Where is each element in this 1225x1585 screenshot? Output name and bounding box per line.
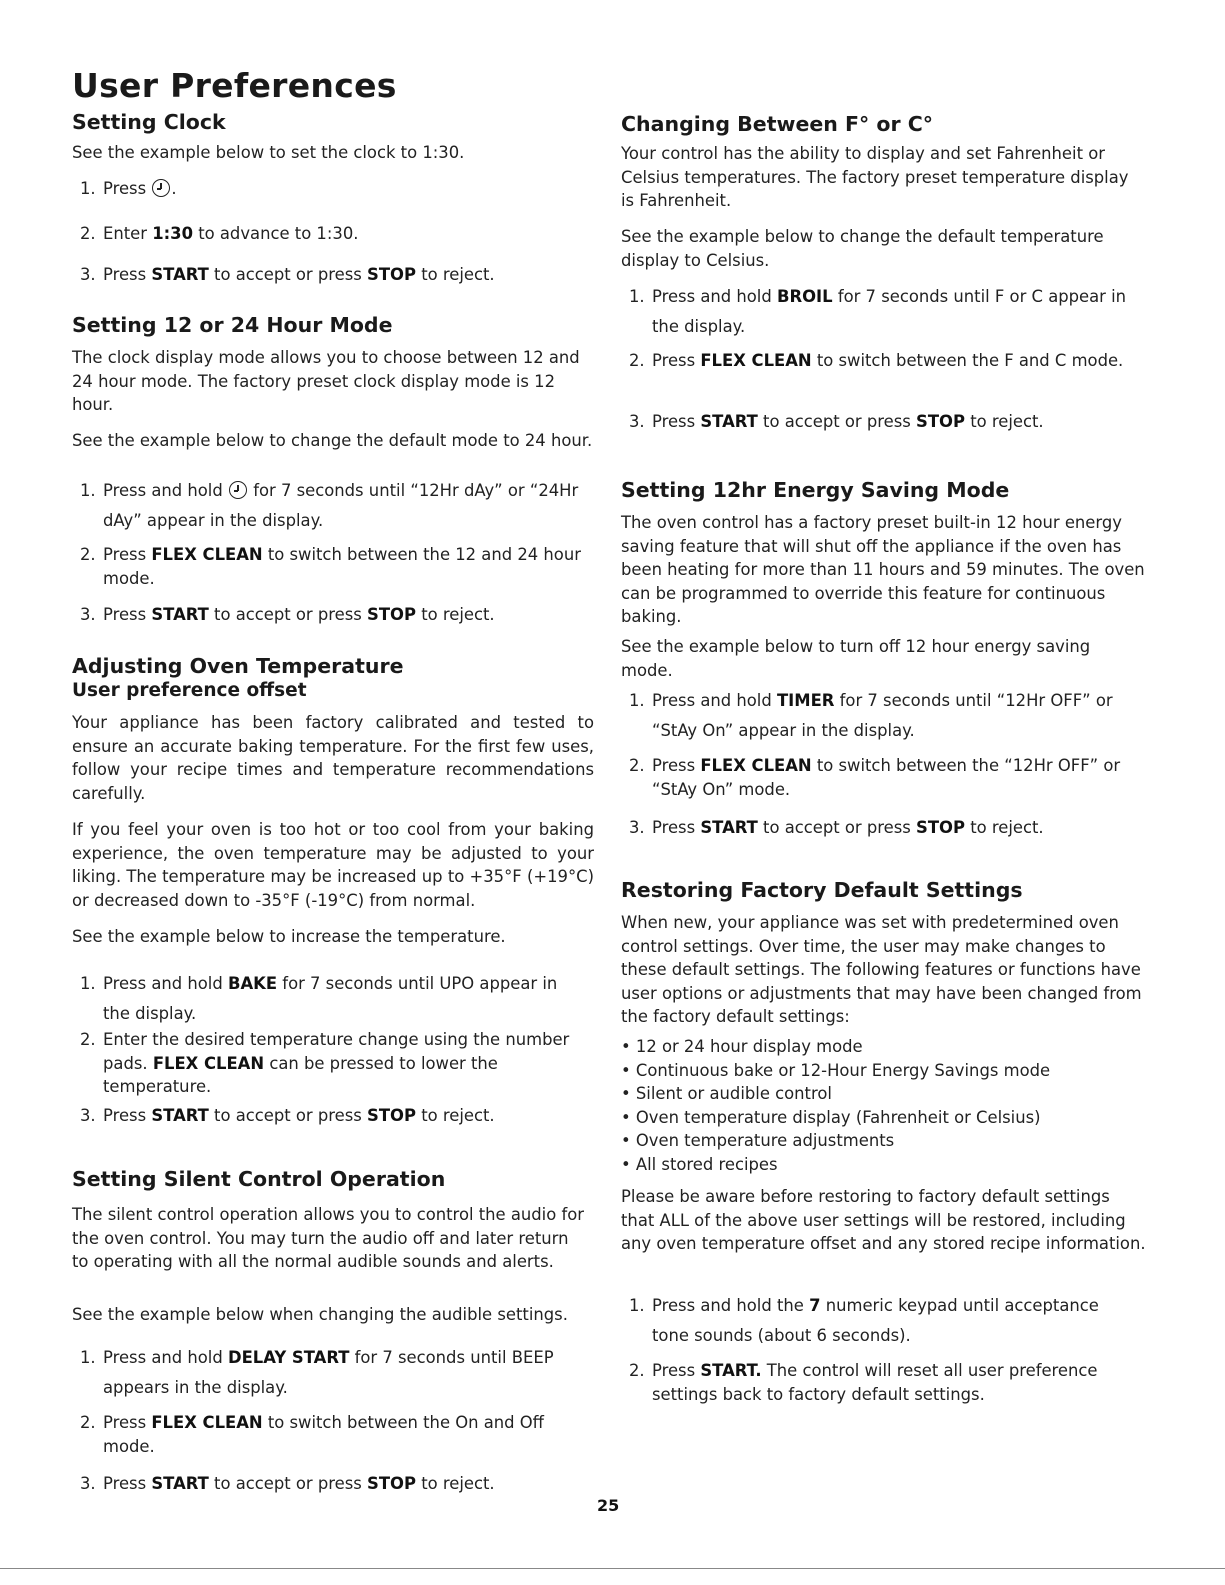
step-text: can be pressed to lower the temperature. [103, 1053, 498, 1097]
subheading-user-preference-offset: User preference offset [72, 680, 307, 701]
mode-step-2 [80, 543, 585, 590]
key-label: DELAY START [228, 1348, 350, 1367]
step-number: 1. [80, 1348, 96, 1367]
key-label: START [151, 605, 209, 624]
clock-step-3 [80, 263, 585, 287]
step-text: to reject. [421, 1474, 495, 1493]
step-text: The control will reset all user preference settings back to factory default settings. [652, 1361, 1098, 1404]
step-text: to accept or press [214, 605, 362, 624]
step-number: 1. [629, 1296, 645, 1315]
temp-step-1 [80, 969, 585, 1029]
step-number: 2. [629, 1361, 645, 1380]
key-label: FLEX CLEAN [700, 756, 812, 775]
temp-paragraph-1: Your appliance has been factory calibrated and tested to ensure an accurate baking temperature. For the first few uses, follow your recipe times and temperature recommendations carefully. [72, 713, 594, 803]
step-text: to accept or press [214, 1474, 362, 1493]
step-text: Press and hold [652, 287, 772, 306]
silent-step-1 [80, 1343, 585, 1403]
mode-step-3 [80, 603, 585, 627]
fc-step-3 [629, 410, 1134, 434]
clock-icon [229, 481, 247, 499]
step-text: Press and hold [103, 1348, 223, 1367]
key-label: START [151, 1474, 209, 1493]
step-text: to reject. [421, 1106, 495, 1125]
step-text: to accept or press [214, 1106, 362, 1125]
restore-paragraph-2: Please be aware before restoring to factory default settings that ALL of the above user settings will be restored, including any oven temperature offset and any stored recipe information. [621, 1187, 1146, 1254]
key-label: STOP [367, 1106, 416, 1125]
step-text: Press [103, 265, 147, 284]
step-text: to switch between the “12Hr OFF” or “StAy On” mode. [652, 756, 1121, 799]
key-label: 1:30 [152, 224, 193, 243]
step-text: Press [652, 1361, 696, 1380]
step-number: 3. [629, 412, 645, 431]
step-text: to switch between the 12 and 24 hour mode. [103, 545, 581, 588]
page-title: User Preferences [72, 66, 397, 105]
step-number: 2. [629, 351, 645, 370]
step-number: 1. [80, 179, 96, 198]
key-label: STOP [916, 818, 965, 837]
step-text: for 7 seconds until BEEP appears in the display. [103, 1348, 554, 1397]
step-text: Press and hold [103, 974, 223, 993]
step-text: for 7 seconds until F or C appear in the display. [652, 287, 1127, 336]
heading-setting-clock: Setting Clock [72, 110, 226, 134]
step-text: Press [103, 1474, 147, 1493]
step-number: 1. [80, 974, 96, 993]
fc-step-1 [629, 282, 1134, 342]
step-text: Press [103, 1413, 147, 1432]
step-text: Press [652, 351, 696, 370]
step-text: . [171, 179, 177, 198]
energy-step-2 [629, 754, 1134, 801]
key-label: FLEX CLEAN [151, 1413, 263, 1432]
silent-paragraph-1: The silent control operation allows you to control the audio for the oven control. You may turn the audio off and later return to operating with all the normal audible sounds and alerts. [72, 1205, 585, 1272]
temp-step-2 [80, 1028, 585, 1099]
list-item: • All stored recipes [621, 1153, 1146, 1177]
step-text: for 7 seconds until “12Hr dAy” or “24Hr dAy” appear in the display. [103, 481, 579, 530]
key-label: STOP [367, 265, 416, 284]
key-label: START. [700, 1361, 762, 1380]
key-label: STOP [916, 412, 965, 431]
step-text: Press [103, 179, 147, 198]
step-text: to reject. [970, 412, 1044, 431]
list-item: • Silent or audible control [621, 1082, 1146, 1106]
step-number: 2. [629, 756, 645, 775]
mode-paragraph-1: The clock display mode allows you to choose between 12 and 24 hour mode. The factory preset clock display mode is 12 hour. [72, 348, 580, 415]
key-label: FLEX CLEAN [152, 1053, 265, 1073]
bottom-divider [0, 1568, 1225, 1569]
key-label: STOP [367, 605, 416, 624]
list-item: • 12 or 24 hour display mode [621, 1035, 1146, 1059]
step-text: Enter [103, 224, 147, 243]
step-number: 3. [80, 605, 96, 624]
step-text: Press and hold [103, 481, 223, 500]
clock-intro: See the example below to set the clock to 1:30. [72, 143, 465, 162]
restore-bullet-list [621, 1035, 1146, 1177]
step-number: 1. [629, 691, 645, 710]
step-text: Press and hold [652, 691, 772, 710]
silent-step-2 [80, 1411, 585, 1458]
step-text: to advance to 1:30. [198, 224, 359, 243]
restore-paragraph-1: When new, your appliance was set with predetermined oven control settings. Over time, the user may make changes to these default settings. The following features or functions have user options or adjustments that may have been changed from the factory default settings: [621, 913, 1142, 1027]
restore-step-2 [629, 1359, 1134, 1406]
step-number: 1. [629, 287, 645, 306]
step-text: Press [103, 545, 147, 564]
step-text: Press [652, 412, 696, 431]
energy-step-1 [629, 686, 1134, 746]
fc-step-2 [629, 349, 1134, 373]
energy-paragraph-2: See the example below to turn off 12 hour energy saving mode. [621, 637, 1091, 680]
step-text: for 7 seconds until “12Hr OFF” or “StAy On” appear in the display. [652, 691, 1113, 740]
key-label: BROIL [777, 287, 833, 306]
key-label: TIMER [777, 691, 835, 710]
step-number: 3. [629, 818, 645, 837]
heading-12-24-mode: Setting 12 or 24 Hour Mode [72, 313, 393, 337]
step-text: to reject. [421, 265, 495, 284]
list-item: • Oven temperature adjustments [621, 1129, 1146, 1153]
step-number: 3. [80, 1474, 96, 1493]
fc-paragraph-2: See the example below to change the default temperature display to Celsius. [621, 227, 1104, 270]
step-number: 3. [80, 265, 96, 284]
key-label: START [151, 265, 209, 284]
step-text: to accept or press [763, 818, 911, 837]
restore-step-1 [629, 1291, 1134, 1351]
step-number: 2. [80, 224, 96, 243]
list-item: • Oven temperature display (Fahrenheit or Celsius) [621, 1106, 1146, 1130]
step-text: to accept or press [214, 265, 362, 284]
step-text: to switch between the On and Off mode. [103, 1413, 544, 1456]
clock-step-1 [80, 177, 585, 201]
step-number: 3. [80, 1106, 96, 1125]
step-text: to reject. [970, 818, 1044, 837]
step-text: for 7 seconds until UPO appear in the display. [103, 974, 558, 1023]
fc-paragraph-1: Your control has the ability to display and set Fahrenheit or Celsius temperatures. The factory preset temperature display is Fahrenheit. [621, 144, 1129, 211]
key-label: START [700, 818, 758, 837]
step-number: 2. [80, 1030, 96, 1049]
step-text: Press and hold the [652, 1296, 804, 1315]
step-text: to accept or press [763, 412, 911, 431]
temp-paragraph-3: See the example below to increase the temperature. [72, 927, 506, 946]
step-text: to switch between the F and C mode. [816, 351, 1124, 370]
heading-adjusting-oven-temperature: Adjusting Oven Temperature [72, 654, 404, 678]
step-number: 1. [80, 481, 96, 500]
page-number: 25 [597, 1496, 620, 1515]
clock-step-2 [80, 222, 585, 246]
heading-energy-saving: Setting 12hr Energy Saving Mode [621, 478, 1010, 502]
mode-paragraph-2: See the example below to change the default mode to 24 hour. [72, 431, 593, 450]
key-label: START [151, 1106, 209, 1125]
step-number: 2. [80, 1413, 96, 1432]
clock-icon [152, 179, 170, 197]
step-number: 2. [80, 545, 96, 564]
energy-step-3 [629, 816, 1134, 840]
list-item: • Continuous bake or 12-Hour Energy Savings mode [621, 1059, 1146, 1083]
heading-f-or-c: Changing Between F° or C° [621, 112, 933, 136]
step-text: numeric keypad until acceptance tone sounds (about 6 seconds). [652, 1296, 1099, 1345]
step-text: Press [652, 756, 696, 775]
heading-restoring-defaults: Restoring Factory Default Settings [621, 878, 1023, 902]
key-label: 7 [809, 1296, 821, 1315]
step-text: Enter the desired temperature change using the number pads. [103, 1030, 570, 1073]
key-label: FLEX CLEAN [700, 351, 812, 370]
silent-step-3 [80, 1472, 585, 1496]
key-label: BAKE [228, 974, 278, 993]
silent-paragraph-2: See the example below when changing the audible settings. [72, 1305, 568, 1324]
energy-paragraph-1: The oven control has a factory preset built-in 12 hour energy saving feature that will shut off the appliance if the oven has been heating for more than 11 hours and 59 minutes. The oven can be programmed to override this feature for continuous baking. [621, 513, 1145, 627]
key-label: STOP [367, 1474, 416, 1493]
step-text: to reject. [421, 605, 495, 624]
key-label: START [700, 412, 758, 431]
step-text: Press [103, 605, 147, 624]
mode-step-1 [80, 476, 585, 536]
temp-paragraph-2: If you feel your oven is too hot or too cool from your baking experience, the oven temperature may be adjusted to your liking. The temperature may be increased up to +35°F (+19°C) or decreased down to -35°F (-19°C) from normal. [72, 820, 594, 910]
step-text: Press [103, 1106, 147, 1125]
heading-silent-control: Setting Silent Control Operation [72, 1167, 446, 1191]
step-text: Press [652, 818, 696, 837]
temp-step-3 [80, 1104, 585, 1128]
key-label: FLEX CLEAN [151, 545, 263, 564]
